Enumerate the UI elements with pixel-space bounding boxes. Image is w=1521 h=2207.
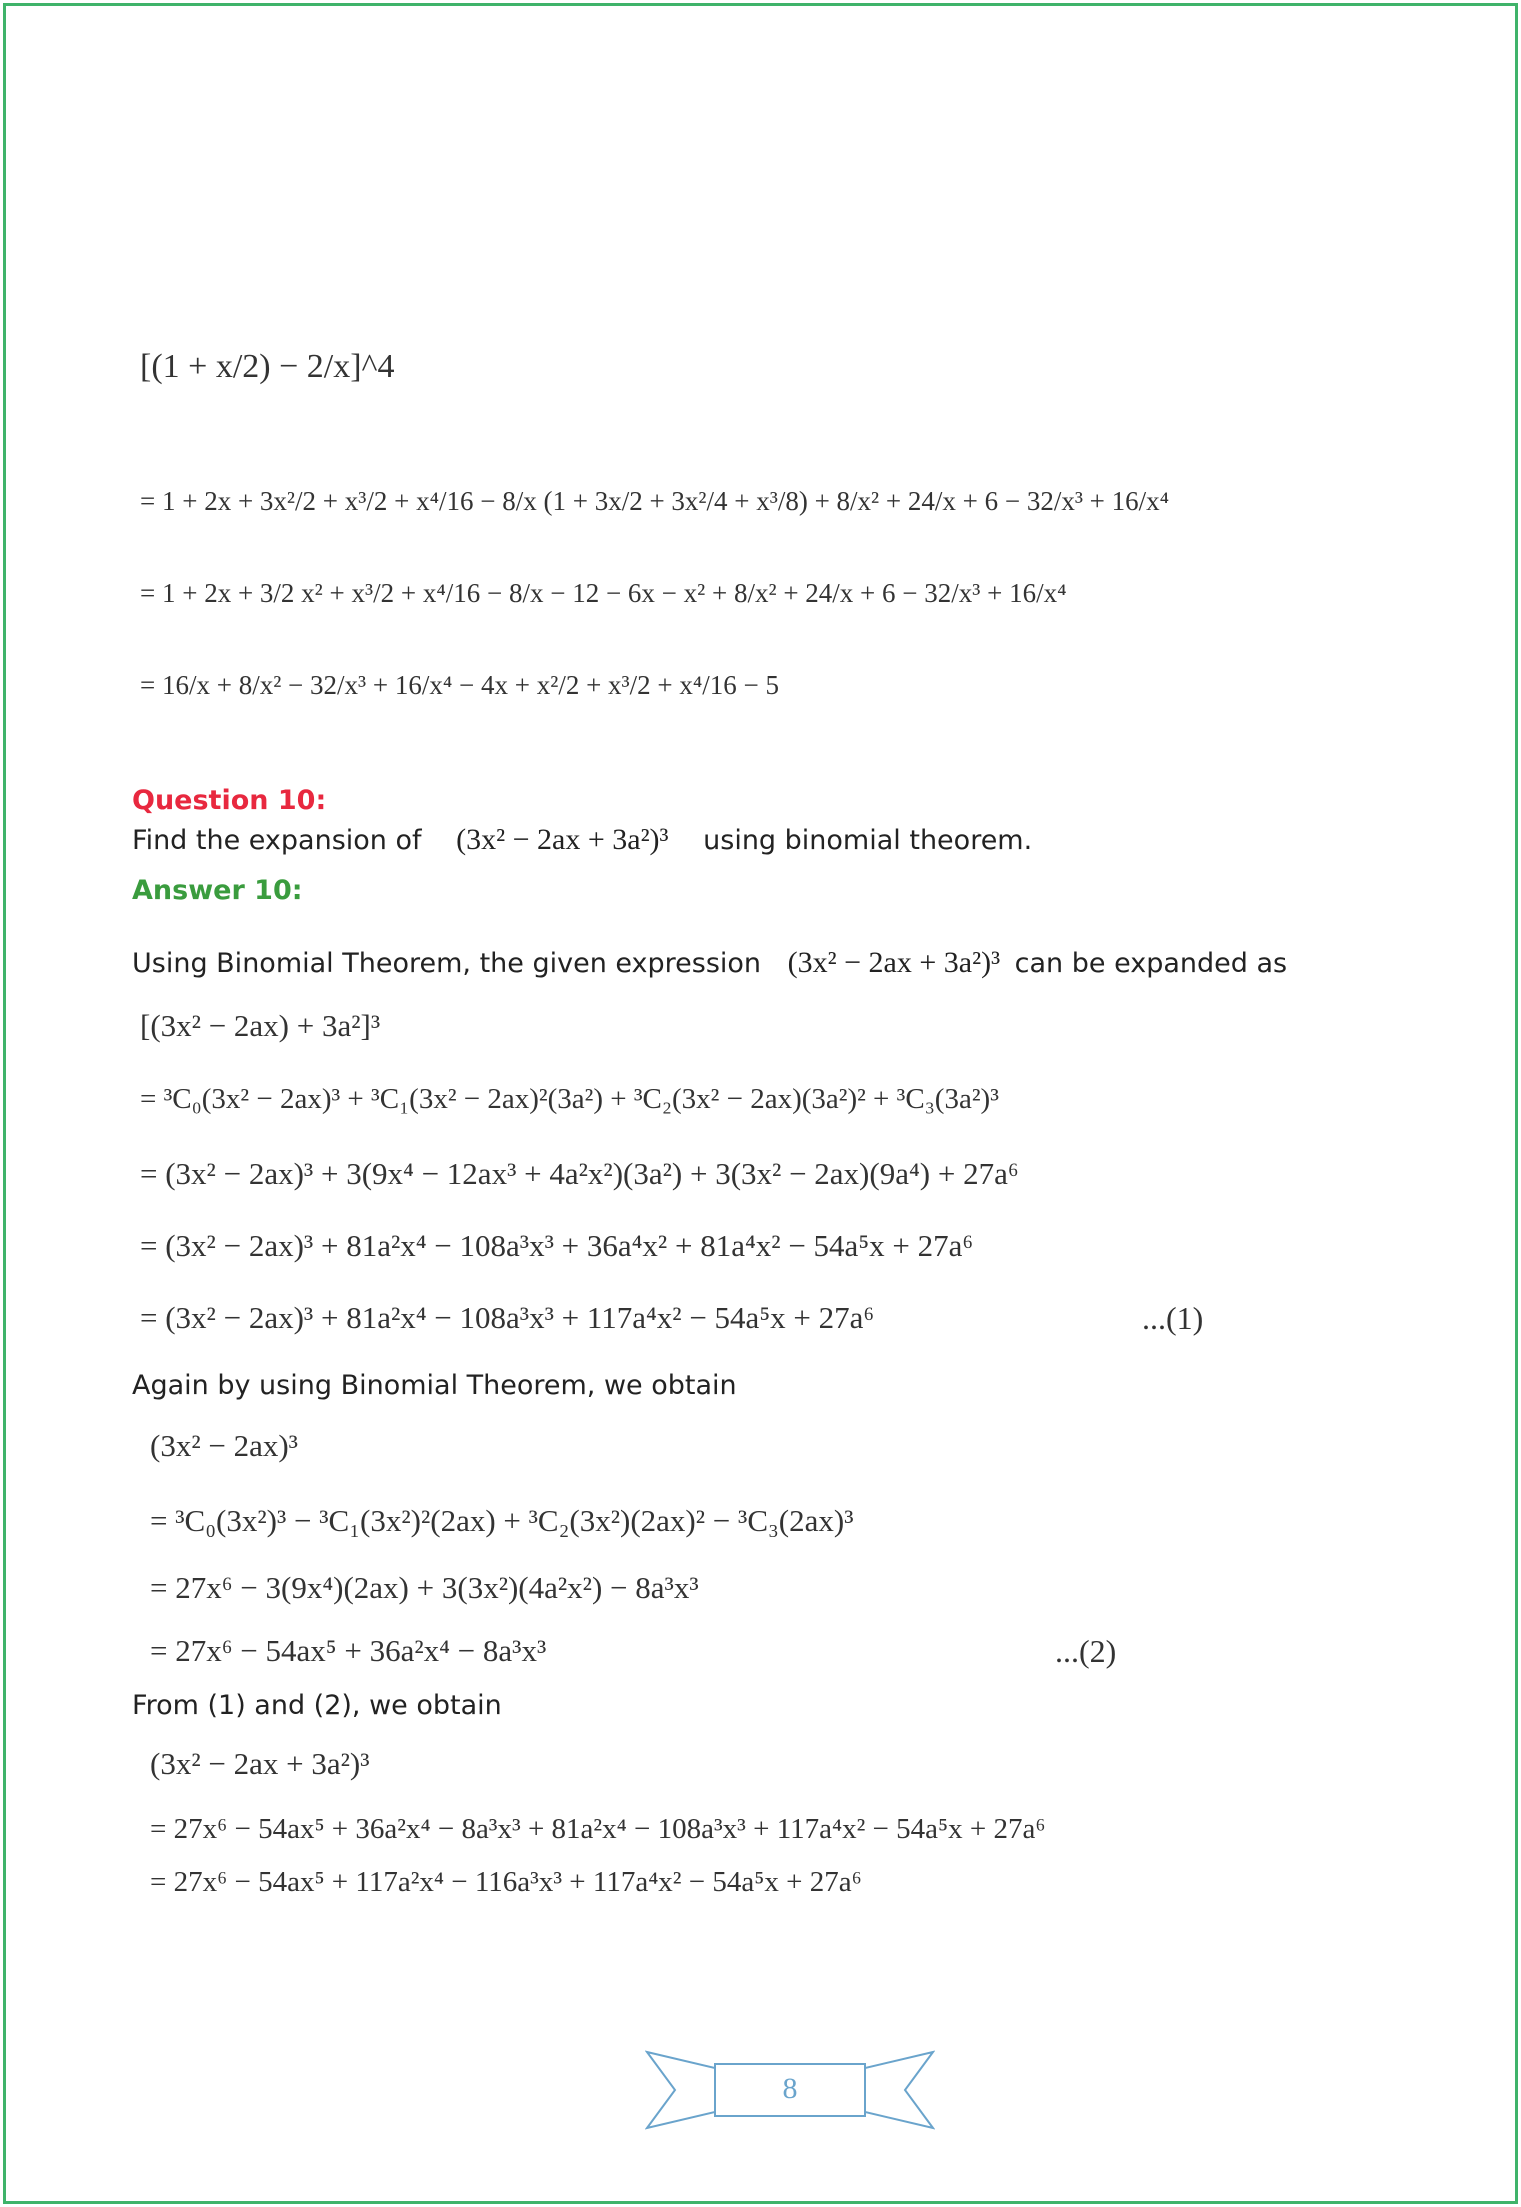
part3-line-3: = 27x⁶ − 54ax⁵ + 117a²x⁴ − 116a³x³ + 117a⁴x² − 54a⁵x + 27a⁶ xyxy=(150,1866,862,1898)
question-expression: (3x² − 2ax + 3a²)³ xyxy=(456,823,669,856)
part3-line-2: = 27x⁶ − 54ax⁵ + 36a²x⁴ − 8a³x³ + 81a²x⁴ − 108a³x³ + 117a⁴x² − 54a⁵x + 27a⁶ xyxy=(150,1813,1046,1845)
again-text: Again by using Binomial Theorem, we obtain xyxy=(132,1370,737,1401)
answer-title: Answer 10: xyxy=(132,875,303,906)
answer-intro-expression: (3x² − 2ax + 3a²)³ xyxy=(787,946,1001,979)
part1-line-5: = (3x² − 2ax)³ + 81a²x⁴ − 108a³x³ + 117a⁴x² − 54a⁵x + 27a⁶ xyxy=(140,1300,875,1335)
part2-line-1: (3x² − 2ax)³ xyxy=(150,1428,298,1463)
prev-answer-line-1: [(1 + x/2) − 2/x]^4 xyxy=(140,348,395,385)
question-text xyxy=(132,822,1032,858)
part1-line-2: = ³C₀(3x² − 2ax)³ + ³C₁(3x² − 2ax)²(3a²) + ³C₂(3x² − 2ax)(3a²)² + ³C₃(3a²)³ xyxy=(140,1083,999,1115)
part2-line-3: = 27x⁶ − 3(9x⁴)(2ax) + 3(3x²)(4a²x²) − 8a³x³ xyxy=(150,1570,699,1605)
from-text: From (1) and (2), we obtain xyxy=(132,1690,502,1721)
part1-line-1: [(3x² − 2ax) + 3a²]³ xyxy=(140,1008,381,1043)
question-text-before: Find the expansion of xyxy=(132,825,422,856)
answer-intro-after: can be expanded as xyxy=(1014,948,1288,979)
part2-line-4: = 27x⁶ − 54ax⁵ + 36a²x⁴ − 8a³x³ xyxy=(150,1633,547,1668)
question-title: Question 10: xyxy=(132,785,327,816)
part3-line-1: (3x² − 2ax + 3a²)³ xyxy=(150,1746,370,1781)
equation-tag-1: ...(1) xyxy=(1142,1300,1204,1336)
answer-intro xyxy=(132,945,1287,981)
prev-answer-line-4: = 16/x + 8/x² − 32/x³ + 16/x⁴ − 4x + x²/2 + x³/2 + x⁴/16 − 5 xyxy=(140,670,780,700)
answer-intro-before: Using Binomial Theorem, the given expression xyxy=(132,948,762,979)
part1-line-3: = (3x² − 2ax)³ + 3(9x⁴ − 12ax³ + 4a²x²)(3a²) + 3(3x² − 2ax)(9a⁴) + 27a⁶ xyxy=(140,1156,1019,1191)
page-number: 8 xyxy=(782,2072,798,2105)
equation-tag-2: ...(2) xyxy=(1055,1633,1117,1669)
prev-answer-line-3: = 1 + 2x + 3/2 x² + x³/2 + x⁴/16 − 8/x − 12 − 6x − x² + 8/x² + 24/x + 6 − 32/x³ + 16/x⁴ xyxy=(140,578,1067,608)
prev-answer-line-2: = 1 + 2x + 3x²/2 + x³/2 + x⁴/16 − 8/x (1 + 3x/2 + 3x²/4 + x³/8) + 8/x² + 24/x + 6 − 32/x³ + 16/x⁴ xyxy=(140,486,1170,516)
part2-line-2: = ³C₀(3x²)³ − ³C₁(3x²)²(2ax) + ³C₂(3x²)(2ax)² − ³C₃(2ax)³ xyxy=(150,1503,854,1538)
page-number-badge xyxy=(645,2050,935,2130)
part1-line-4: = (3x² − 2ax)³ + 81a²x⁴ − 108a³x³ + 36a⁴x² + 81a⁴x² − 54a⁵x + 27a⁶ xyxy=(140,1228,974,1263)
question-text-after: using binomial theorem. xyxy=(703,825,1033,856)
